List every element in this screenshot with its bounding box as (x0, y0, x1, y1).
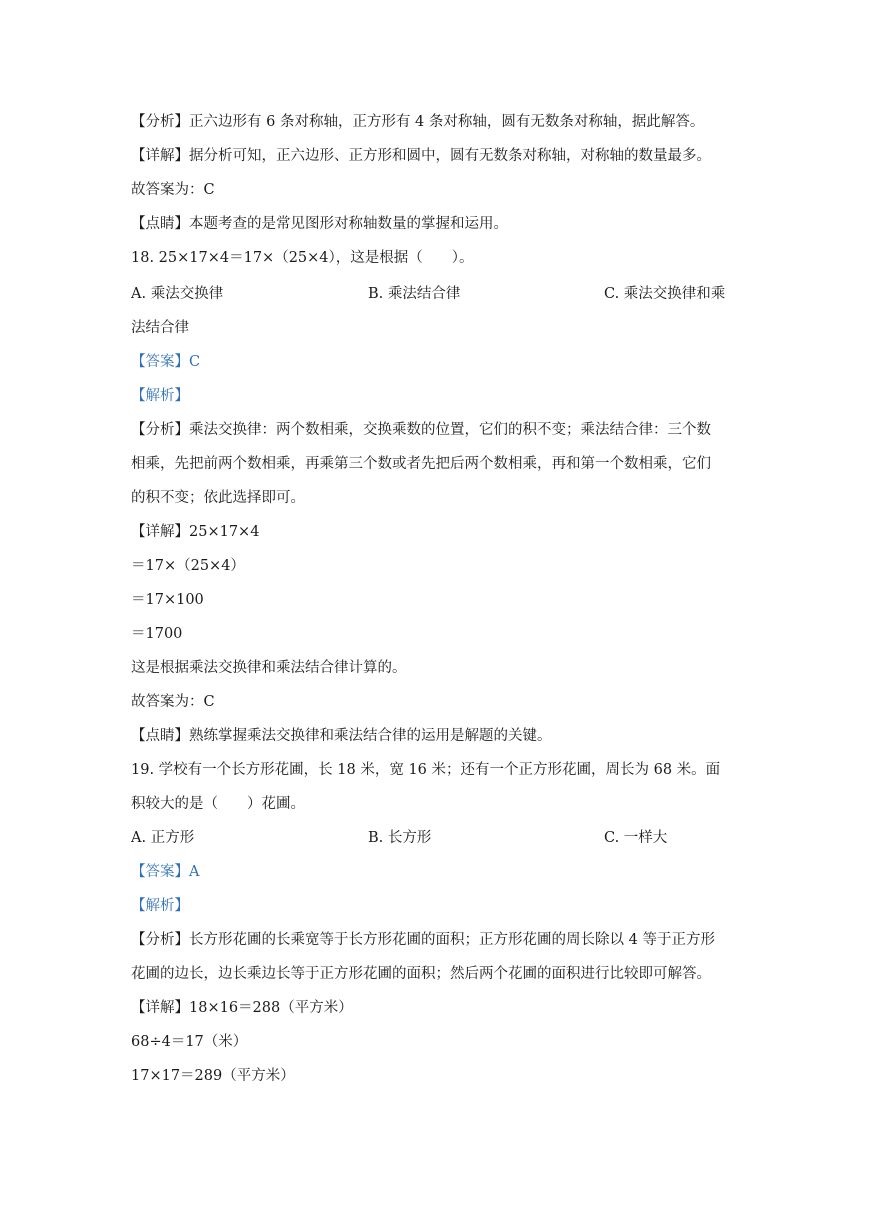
q19-question-1: 19. 学校有一个长方形花圃，长 18 米，宽 16 米；还有一个正方形花圃，周长为 68 米。面 (131, 762, 721, 778)
q18-detail-2: ＝17×（25×4） (131, 558, 245, 574)
q18-jiexi-label: 【解析】 (131, 388, 189, 404)
q19-analysis-2: 花圃的边长，边长乘边长等于正方形花圃的面积；然后两个花圃的面积进行比较即可解答。 (131, 966, 711, 982)
q17-analysis: 【分析】正六边形有 6 条对称轴，正方形有 4 条对称轴，圆有无数条对称轴，据此解答。 (131, 114, 705, 130)
q19-question-2: 积较大的是（ ）花圃。 (131, 796, 305, 812)
q18-analysis-3: 的积不变；依此选择即可。 (131, 490, 305, 506)
q19-detail-2: 68÷4＝17（米） (131, 1034, 248, 1050)
q17-comment: 【点睛】本题考查的是常见图形对称轴数量的掌握和运用。 (131, 216, 508, 232)
q18-option-c: C. 乘法交换律和乘 (604, 286, 726, 302)
q18-detail-4: ＝1700 (131, 626, 183, 642)
q19-detail-3: 17×17＝289（平方米） (131, 1068, 295, 1084)
q17-answer-line: 故答案为：C (131, 182, 215, 198)
q19-analysis-1: 【分析】长方形花圃的长乘宽等于长方形花圃的面积；正方形花圃的周长除以 4 等于正方形 (131, 932, 715, 948)
q19-detail-1: 【详解】18×16＝288（平方米） (131, 1000, 353, 1016)
q19-answer-label: 【答案】A (131, 864, 200, 880)
q18-option-a: A. 乘法交换律 (131, 286, 224, 302)
q17-detail: 【详解】据分析可知，正六边形、正方形和圆中，圆有无数条对称轴，对称轴的数量最多。 (131, 148, 711, 164)
q18-conclusion: 这是根据乘法交换律和乘法结合律计算的。 (131, 660, 407, 676)
q18-option-c-cont: 法结合律 (131, 320, 189, 336)
q19-option-a: A. 正方形 (131, 830, 195, 846)
q18-option-b: B. 乘法结合律 (368, 286, 461, 302)
q18-question: 18. 25×17×4＝17×（25×4），这是根据（ ）。 (131, 250, 474, 266)
q18-analysis-2: 相乘，先把前两个数相乘，再乘第三个数或者先把后两个数相乘，再和第一个数相乘，它们 (131, 456, 711, 472)
q18-analysis-1: 【分析】乘法交换律：两个数相乘，交换乘数的位置，它们的积不变；乘法结合律：三个数 (131, 422, 711, 438)
q18-detail-3: ＝17×100 (131, 592, 204, 608)
q18-answer-label: 【答案】C (131, 354, 201, 370)
q19-option-c: C. 一样大 (604, 830, 668, 846)
q18-answer-line: 故答案为：C (131, 694, 215, 710)
q18-comment: 【点睛】熟练掌握乘法交换律和乘法结合律的运用是解题的关键。 (131, 728, 552, 744)
q19-option-b: B. 长方形 (368, 830, 432, 846)
q19-jiexi-label: 【解析】 (131, 898, 189, 914)
q18-detail-1: 【详解】25×17×4 (131, 524, 260, 540)
